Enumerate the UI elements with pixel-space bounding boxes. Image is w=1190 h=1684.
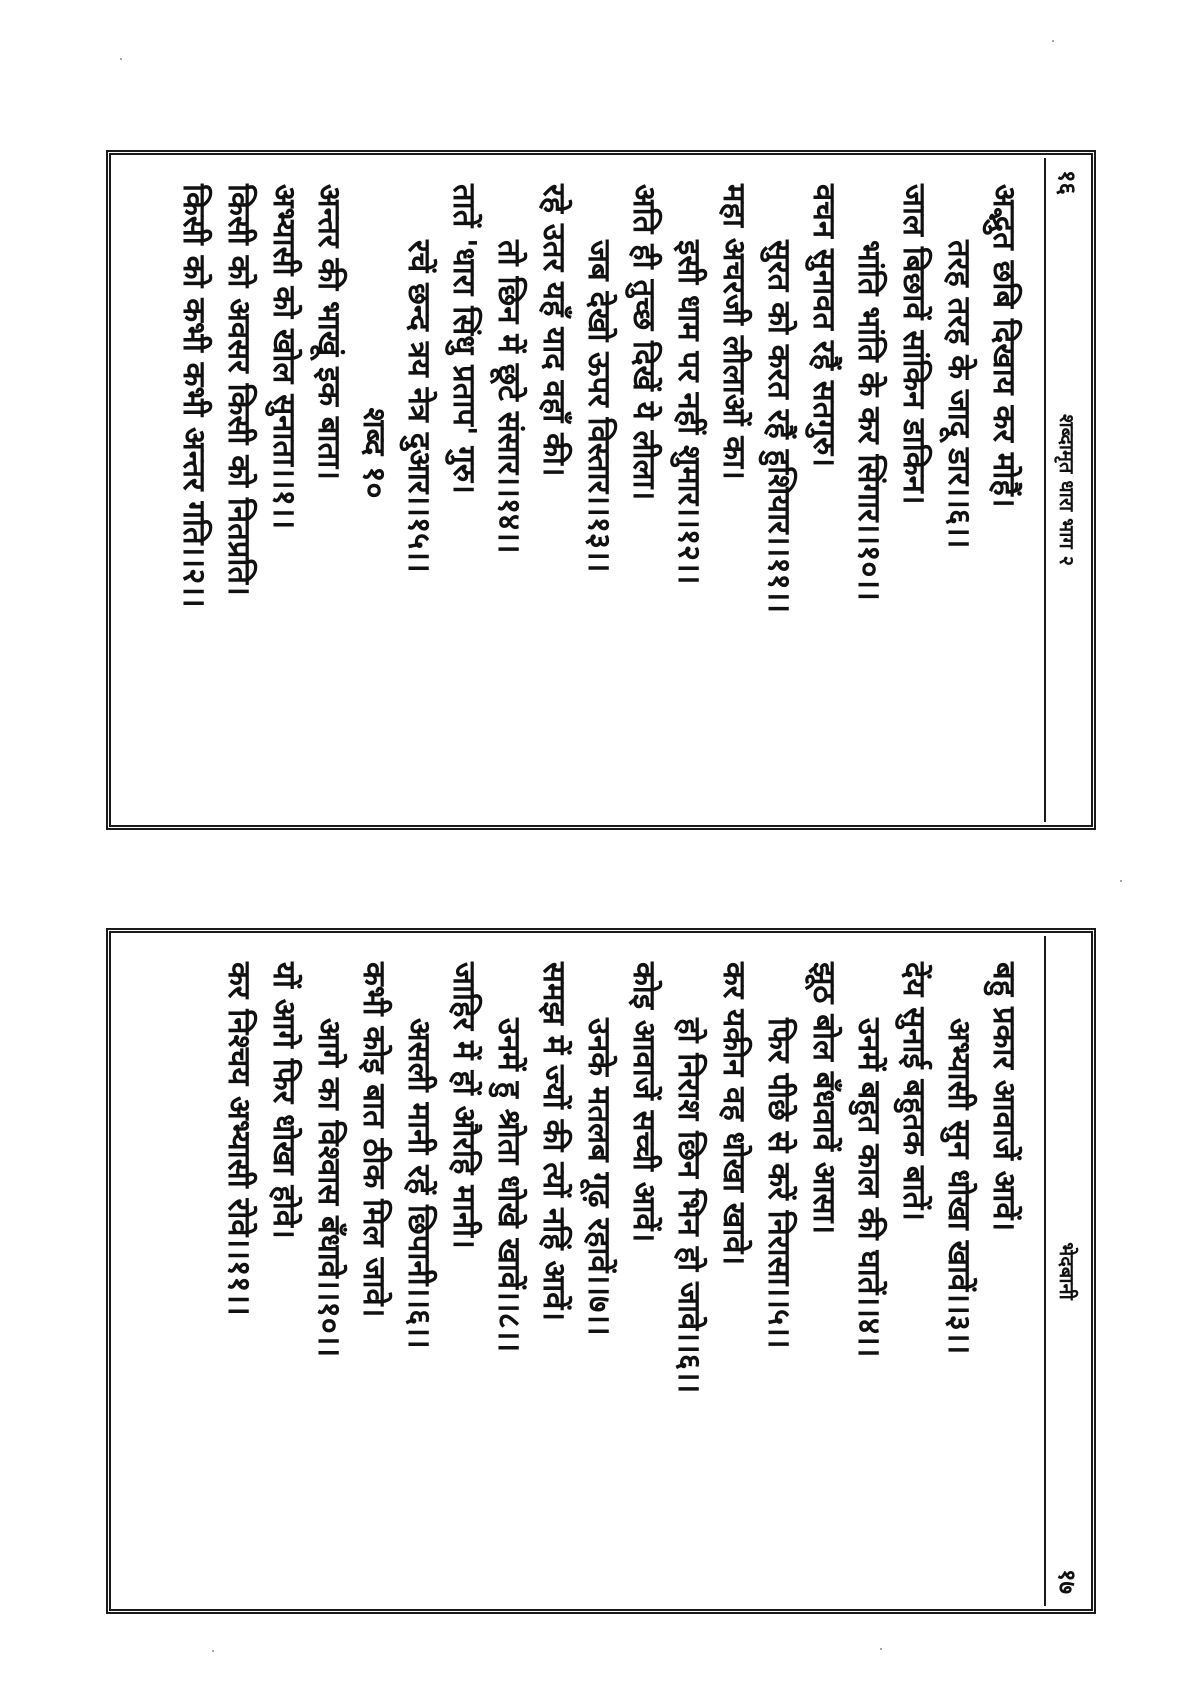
verse-line: कर यकीन वह धोखा खावे।: [716, 962, 752, 1266]
verse-line: सुरत को करत रहैं हुशियार।।११।।: [761, 240, 797, 614]
verse-line: उनमें बहुत काल की घातें।।४।।: [851, 1018, 887, 1358]
verse-line: आगे का विश्वास बँधावे।।१०।।: [311, 1018, 347, 1358]
verse-line: अद्भुत छबि दिखाय कर मोहैं।: [986, 184, 1022, 508]
verse-line: तो छिन में छूटे संसार।।१४।।: [491, 240, 527, 554]
page-17-rotated-content: [114, 936, 1088, 1606]
scan-speck: [1120, 880, 1122, 882]
running-title: शब्दामृत धारा भाग २: [1055, 413, 1079, 567]
verse-line: बहु प्रकार आवाजें आवें।: [986, 962, 1022, 1232]
verse-line: महा अचरजी लीलाओं का।: [716, 184, 752, 480]
verse-line: जाल बिछावें सांकिन डाकिन।: [896, 184, 932, 505]
verse-line: जब देखो ऊपर विस्तार।।१३।।: [581, 240, 617, 573]
verse-line: किसी को कभी कभी अन्तर गति।।२।।: [176, 184, 212, 608]
scan-speck: [1052, 40, 1054, 42]
verse-line: फिर पीछे से करें निरासा।।५।।: [761, 1018, 797, 1349]
verse-line: तरह तरह के जादू डार।।६।।: [941, 240, 977, 549]
verse-line: उनमें हु श्रोता धोखे खावें।।८।।: [491, 1018, 527, 1353]
verse-line: किसी को अवसर किसी को नितप्रति।: [221, 184, 257, 596]
verse-line: उनके मतलब गूढ़ रहावें।।७।।: [581, 1018, 617, 1336]
scan-speck: [880, 1648, 882, 1650]
verse-line: देंय सुनाई बहुतक बातें।: [896, 962, 932, 1222]
verse-line: यों आगे फिर धोखा होवे।: [266, 962, 302, 1239]
page-17-frame: [106, 928, 1096, 1614]
page-16-header: [1044, 158, 1088, 822]
verse-line: अन्तर की भाखूं इक बाता।: [311, 184, 347, 480]
page-16-inner: [114, 158, 1088, 822]
verse-line: रचें छन्द त्रय नेत्र दुआर।।१५।।: [401, 240, 437, 573]
scan-speck: [120, 58, 122, 60]
verse-line: समझ में ज्यों की त्यों नहिं आवें।: [536, 962, 572, 1322]
verse-line: हो निराश छिन भिन हो जावे।।६।।: [671, 1018, 707, 1394]
page-16-rotated-content: [114, 158, 1088, 822]
verse-line: तातें 'धारा सिंधु प्रताप' गुरु।: [446, 184, 482, 495]
verse-line: वचन सुनावत रहैं सतगुरु।: [806, 184, 842, 468]
verse-line: इसी धाम पर नहीं शुमार।।१२।।: [671, 240, 707, 585]
verse-line: कभी कोइ बात ठीक मिल जावे।: [356, 962, 392, 1318]
verse-line: भांति भांति के कर सिंगार।।१०।।: [851, 240, 887, 601]
page-number: १७: [1053, 1569, 1081, 1594]
verse-block-page-16: [171, 184, 1026, 802]
verse-line: असली मानी रहें छिपानी।।६।।: [401, 1018, 437, 1349]
verse-line: रहे उतर यहँ याद वहाँ की।: [536, 184, 572, 477]
page-16-frame: [106, 150, 1096, 830]
verse-line: झूठ बोल बँधवावें आसा।: [806, 962, 842, 1235]
verse-block-page-17: [216, 962, 1026, 1586]
section-heading: शब्द १०: [356, 407, 392, 499]
verse-line: अति ही तुच्छ दिखें ये लीला।: [626, 184, 662, 501]
verse-line: कर निश्चय अभ्यासी रोवे।।११।।: [221, 962, 257, 1316]
verse-line: कोइ आवाजें सच्ची आवें।: [626, 962, 662, 1243]
verse-line: अभ्यासी सुन धोखा खावें।।३।।: [941, 1018, 977, 1355]
page-number: १६: [1053, 170, 1081, 195]
verse-line: अभ्यासी को खोल सुनाता।।१।।: [266, 184, 302, 530]
running-title: भेदबानी: [1055, 1242, 1079, 1300]
scan-speck: [212, 1650, 214, 1652]
verse-line: जाहिर में हों औरहि मानी।: [446, 962, 482, 1249]
page-17-header: [1044, 936, 1088, 1606]
page-17-inner: [114, 936, 1088, 1606]
